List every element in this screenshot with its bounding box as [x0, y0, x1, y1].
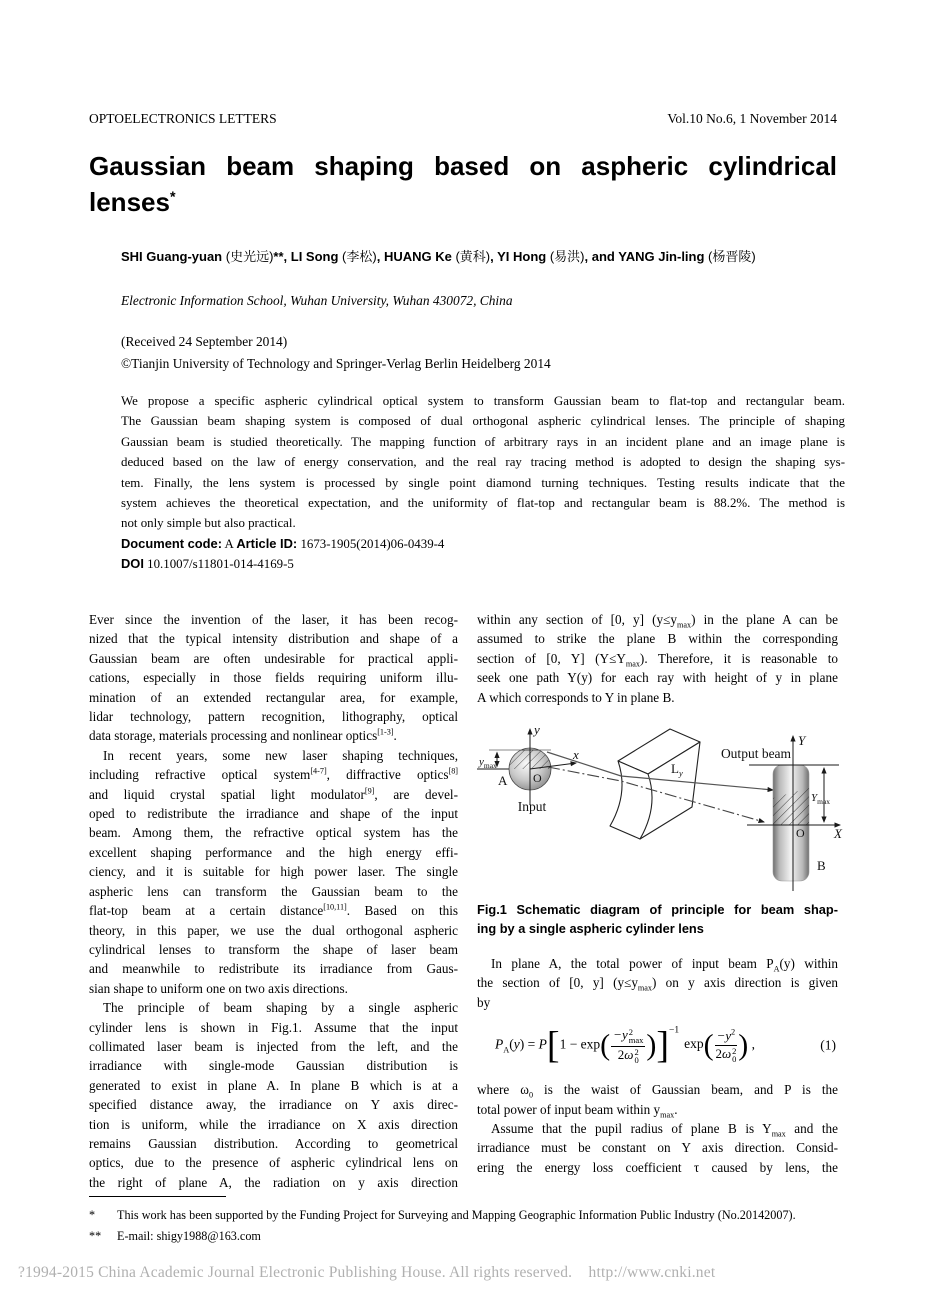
- text-line: including refractive optical system[4-7], diffractive optics[8]: [89, 766, 458, 783]
- text-line: collimated laser beam is injected from the left, and the: [89, 1038, 458, 1054]
- text-line: ering the energy loss coefficient τ caused by lens, the: [477, 1159, 838, 1175]
- text-line: tion is uniform, while the irradiance on X axis direction: [89, 1116, 458, 1132]
- label-Y-axis: Y: [798, 733, 806, 749]
- label-input: Input: [517, 799, 547, 815]
- text-line: total power of input beam within $y_{max}$.: [477, 1101, 678, 1120]
- text-line: The Gaussian beam shaping system is composed of dual orthogonal aspheric cylindrical lenses. The principle of shaping: [121, 414, 845, 429]
- text-line: DOI 10.1007/s11801-014-4169-5: [121, 556, 294, 572]
- text-line: aspheric lens can transform the Gaussian beam to the: [89, 883, 458, 899]
- right-column-paragraph: [477, 954, 838, 1012]
- footnote-1-mark: *: [89, 1208, 96, 1222]
- text-line: the right of plane A, the radiation on y axis direction: [89, 1174, 458, 1190]
- text-line: assumed to strike the plane B within the corresponding: [477, 631, 838, 647]
- text-line: cations, especially in those fields requiring uniform illu-: [89, 670, 458, 686]
- text-line: lenses*: [89, 187, 176, 217]
- footnote-2-mark: **: [89, 1228, 102, 1243]
- text-line: specified distance away, the irradiance on Y axis direc-: [89, 1097, 458, 1113]
- text-line: Gaussian beam is studied theoretically. The mapping function of arbitrary rays in an incident plane and an image plane is: [121, 434, 845, 449]
- publisher-watermark: ?1994-2015 China Academic Journal Electronic Publishing House. All rights reserved. http://www.cnki.net: [18, 1264, 716, 1281]
- text-line: beam. Among them, the refractive optical system has the: [89, 825, 458, 841]
- text-line: tem. Finally, the lens system is processed by single point diamond turning techniques. Testing results indicate that the: [121, 475, 845, 490]
- right-column-outro: [477, 1080, 838, 1177]
- text-line: deduced based on the law of energy conservation, and the real ray tracing method is adopted to design the shaping sys-: [121, 455, 845, 470]
- text-line: oped to redistribute the irradiance and shape of the input: [89, 806, 458, 822]
- text-line: the section of [0, y] $(y\le y_{max})$ on y axis direction is given: [477, 975, 838, 994]
- label-output-beam: Output beam: [720, 746, 792, 762]
- footnote-2-text: E-mail: shigy1988@163.com: [117, 1228, 261, 1243]
- abstract: [121, 391, 845, 575]
- lens-concave-face: [610, 761, 652, 839]
- label-y-axis: y: [534, 722, 540, 738]
- received-date: (Received 24 September 2014): [121, 334, 288, 349]
- text-line: within any section of [0, y] $(y\le y_{max})$ in the plane A can be: [477, 612, 838, 630]
- label-origin-output: O: [796, 826, 805, 841]
- text-line: excellent shaping performance and the high energy effi-: [89, 844, 458, 860]
- equation-number: (1): [820, 1037, 836, 1053]
- text-line: In plane A, the total power of input beam $P_A(y)$ within: [491, 956, 838, 974]
- text-line: and liquid crystal spatial light modulator[9], are devel-: [89, 786, 458, 802]
- text-line: irradiance must be constant on Y axis direction. Consid-: [477, 1140, 838, 1156]
- right-column: [477, 610, 842, 1177]
- issue-info: Vol.10 No.6, 1 November 2014: [667, 111, 837, 126]
- figure-1-caption: [477, 900, 838, 938]
- text-line: system achieves the theoretical expectation, and the uniformity of flat-top and rectangular beam is 88.2%. The method is: [121, 496, 845, 511]
- text-line: cylindrical lenses to transform the shape of laser beam: [89, 941, 458, 957]
- text-line: by: [477, 994, 491, 1010]
- dates-block: [121, 331, 551, 374]
- article-title: [89, 148, 837, 220]
- text-line: Ever since the invention of the laser, it has been recog-: [89, 612, 458, 627]
- page-header: [89, 111, 837, 127]
- footnote-2: [89, 1226, 837, 1247]
- equation-body: $P_A(y) = P[1 - \exp$( −y 2 max 2ω 2 0 )]$^{-1}$exp( $-y^2$ 2ω 2 0 ) ,: [495, 1024, 755, 1067]
- text-line: Fig.1 Schematic diagram of principle for beam shap-: [477, 902, 838, 918]
- text-line: lidar technology, pattern recognition, lithography, optical: [89, 709, 458, 725]
- label-plane-a: A: [498, 773, 508, 789]
- text-line: nized that the typical intensity distribution and shape of a: [89, 631, 458, 647]
- text-line: section of [0, Y] $(Y\le Y_{max})$. Therefore, it is reasonable to: [477, 650, 838, 669]
- text-line: Document code: A Article ID: 1673-1905(2014)06-0439-4: [121, 535, 445, 551]
- text-line: flat-top beam at a certain distance[10,11]. Based on this: [89, 902, 458, 919]
- text-line: cylinder lens is shown in Fig.1. Assume that the input: [89, 1019, 458, 1035]
- text-line: where $\omega_0$ is the waist of Gaussian beam, and P is the: [477, 1082, 838, 1100]
- label-origin-input: O: [533, 771, 542, 786]
- left-column: [89, 610, 458, 1192]
- label-lens: $L_y$: [671, 761, 683, 779]
- affiliation: Electronic Information School, Wuhan University, Wuhan 430072, China: [121, 293, 513, 308]
- label-Ymax: $Y_{max}$: [811, 792, 831, 807]
- text-line: ciency, and it is suitable for high power laser. The single: [89, 864, 458, 880]
- copyright-line: ©Tianjin University of Technology and Springer-Verlag Berlin Heidelberg 2014: [121, 355, 551, 371]
- text-line: optics, due to the presence of aspheric cylindrical lens on: [89, 1155, 458, 1171]
- text-line: remains Gaussian distribution. According to geometrical: [89, 1135, 458, 1151]
- text-line: Assume that the pupil radius of plane B is $Y_{max}$ and the: [491, 1121, 838, 1139]
- journal-name: OPTOELECTRONICS LETTERS: [89, 111, 277, 126]
- footnote-1: [89, 1205, 837, 1226]
- figure-1: [477, 721, 842, 893]
- label-ymax: $y_{max}$: [479, 756, 497, 771]
- text-line: Gaussian beam shaping based on aspheric cylindrical: [89, 151, 837, 181]
- label-x-axis: x: [573, 747, 579, 763]
- text-line: ing by a single aspheric cylinder lens: [477, 921, 704, 937]
- footnotes: [89, 1196, 837, 1246]
- text-line: sian shape to uniform one on two axis directions.: [89, 980, 348, 996]
- text-line: SHI Guang-yuan (史光远)**, LI Song (李松), HUANG Ke (黄科), YI Hong (易洪), and YANG Jin-ling (杨晋陵): [121, 249, 756, 264]
- text-line: data storage, materials processing and nonlinear optics[1-3].: [89, 728, 397, 744]
- footnote-1-text: This work has been supported by the Funding Project for Surveying and Mapping Geographic Information Public Industry (No.20142007).: [117, 1208, 796, 1222]
- label-X-axis: X: [834, 826, 842, 842]
- text-line: and meanwhile to redistribute its irradiance from Gaus-: [89, 961, 458, 977]
- text-line: In recent years, some new laser shaping techniques,: [103, 747, 458, 763]
- author-list: [121, 246, 845, 269]
- figure-1-diagram: [477, 721, 846, 893]
- right-column-intro: [477, 610, 838, 707]
- footnote-rule: [89, 1196, 226, 1197]
- text-line: seek one path Y(y) for each ray with height of y in plane: [477, 670, 838, 686]
- text-line: A which corresponds to Y in plane B.: [477, 689, 675, 705]
- text-line: The principle of beam shaping by a single aspheric: [103, 1000, 458, 1016]
- text-line: theory, in this paper, we use the dual orthogonal aspheric: [89, 922, 458, 938]
- text-line: irradiance with single-mode Gaussian distribution is: [89, 1058, 458, 1074]
- text-line: We propose a specific aspheric cylindrical optical system to transform Gaussian beam to flat-top and rectangular beam.: [121, 394, 845, 408]
- text-line: generated to exist in plane A. In plane B which is at a: [89, 1077, 458, 1093]
- equation-1: [477, 1016, 838, 1074]
- text-line: mination of an extended rectangular area, for example,: [89, 689, 458, 705]
- text-line: Gaussian beam are often undesirable for practical appli-: [89, 650, 458, 666]
- label-plane-b: B: [817, 858, 826, 874]
- text-line: not only simple but also practical.: [121, 516, 296, 531]
